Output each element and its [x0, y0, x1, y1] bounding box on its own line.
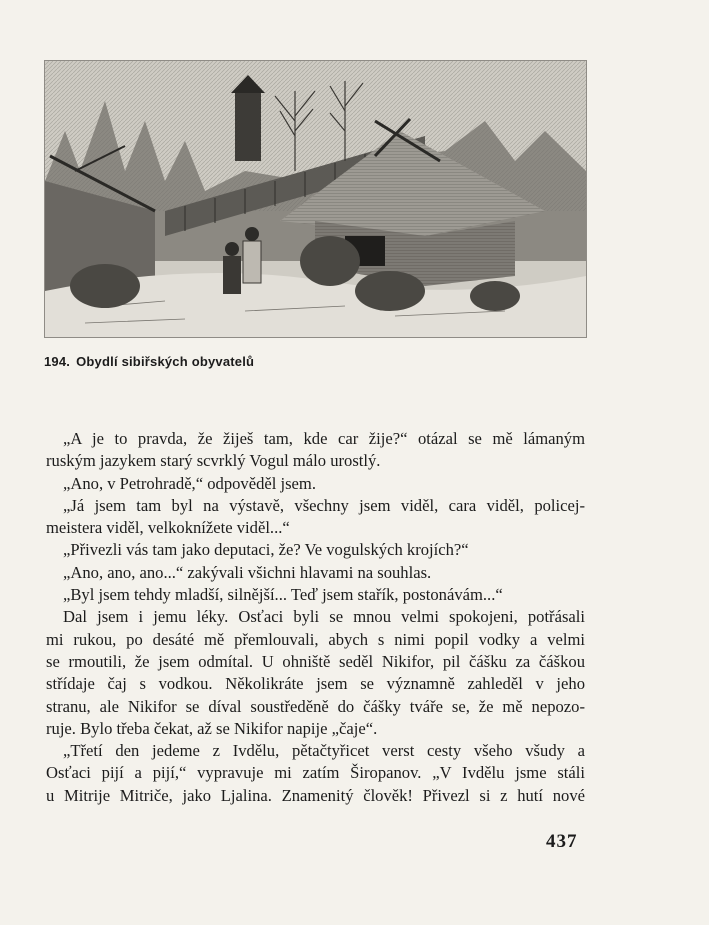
text-line: Osťaci pijí a pijí,“ vypravuje mi zatím Širopanov. „V Ivdělu jsme stáli: [46, 763, 585, 783]
page-number: 437: [546, 831, 578, 852]
text-line: střídaje čaj s vodkou. Několikráte jsem se významně zahleděl v jeho: [46, 674, 585, 694]
text-line: „A je to pravda, že žiješ tam, kde car žije?“ otázal se mě lámaným: [63, 429, 585, 448]
figure-caption-text: Obydlí sibiřských obyvatelů: [76, 354, 255, 369]
text-line: „Třetí den jedeme z Ivdělu, pětačtyřicet verst cesty všeho všudy a: [63, 741, 585, 761]
text-line: se rmoutili, že jsem odmítal. U ohniště seděl Nikifor, pil čášku za čáškou: [46, 651, 585, 671]
text-line: u Mitrije Mitriče, jako Ljalina. Znamenitý člověk! Přivezl si z hutí nové: [46, 785, 585, 805]
body-text: [46, 428, 585, 807]
text-line: „Ano, ano, ano...“ zakývali všichni hlavami na souhlas.: [63, 562, 432, 582]
siberian-dwelling-illustration: [44, 60, 587, 338]
text-line: „Přivezli vás tam jako deputaci, že? Ve vogulských krojích?“: [63, 540, 469, 560]
text-line: meistera viděl, velkoknížete viděl...“: [46, 518, 290, 538]
text-line: mi rukou, po desáté mě přemlouvali, abych s nimi popil vodky a velmi: [46, 629, 585, 649]
text-line: Dal jsem i jemu léky. Osťaci byli se mnou velmi spokojeni, potřásali: [63, 607, 585, 627]
text-line: ruským jazykem starý scvrklý Vogul málo urostlý.: [46, 451, 381, 471]
text-line: „Byl jsem tehdy mladší, silnější... Teď jsem stařík, postonávám...“: [63, 585, 503, 605]
text-line: „Ano, v Petrohradě,“ odpověděl jsem.: [63, 473, 316, 493]
text-line: ruje. Bylo třeba čekat, až se Nikifor napije „čaje“.: [46, 718, 378, 738]
figure-caption: [44, 354, 254, 369]
text-line: stranu, ale Nikifor se díval soustředěně do čášky tváře se, že mě nepozo-: [46, 696, 585, 716]
figure-number: 194.: [44, 354, 71, 369]
text-line: „Já jsem tam byl na výstavě, všechny jsem viděl, cara viděl, policej-: [63, 495, 585, 515]
